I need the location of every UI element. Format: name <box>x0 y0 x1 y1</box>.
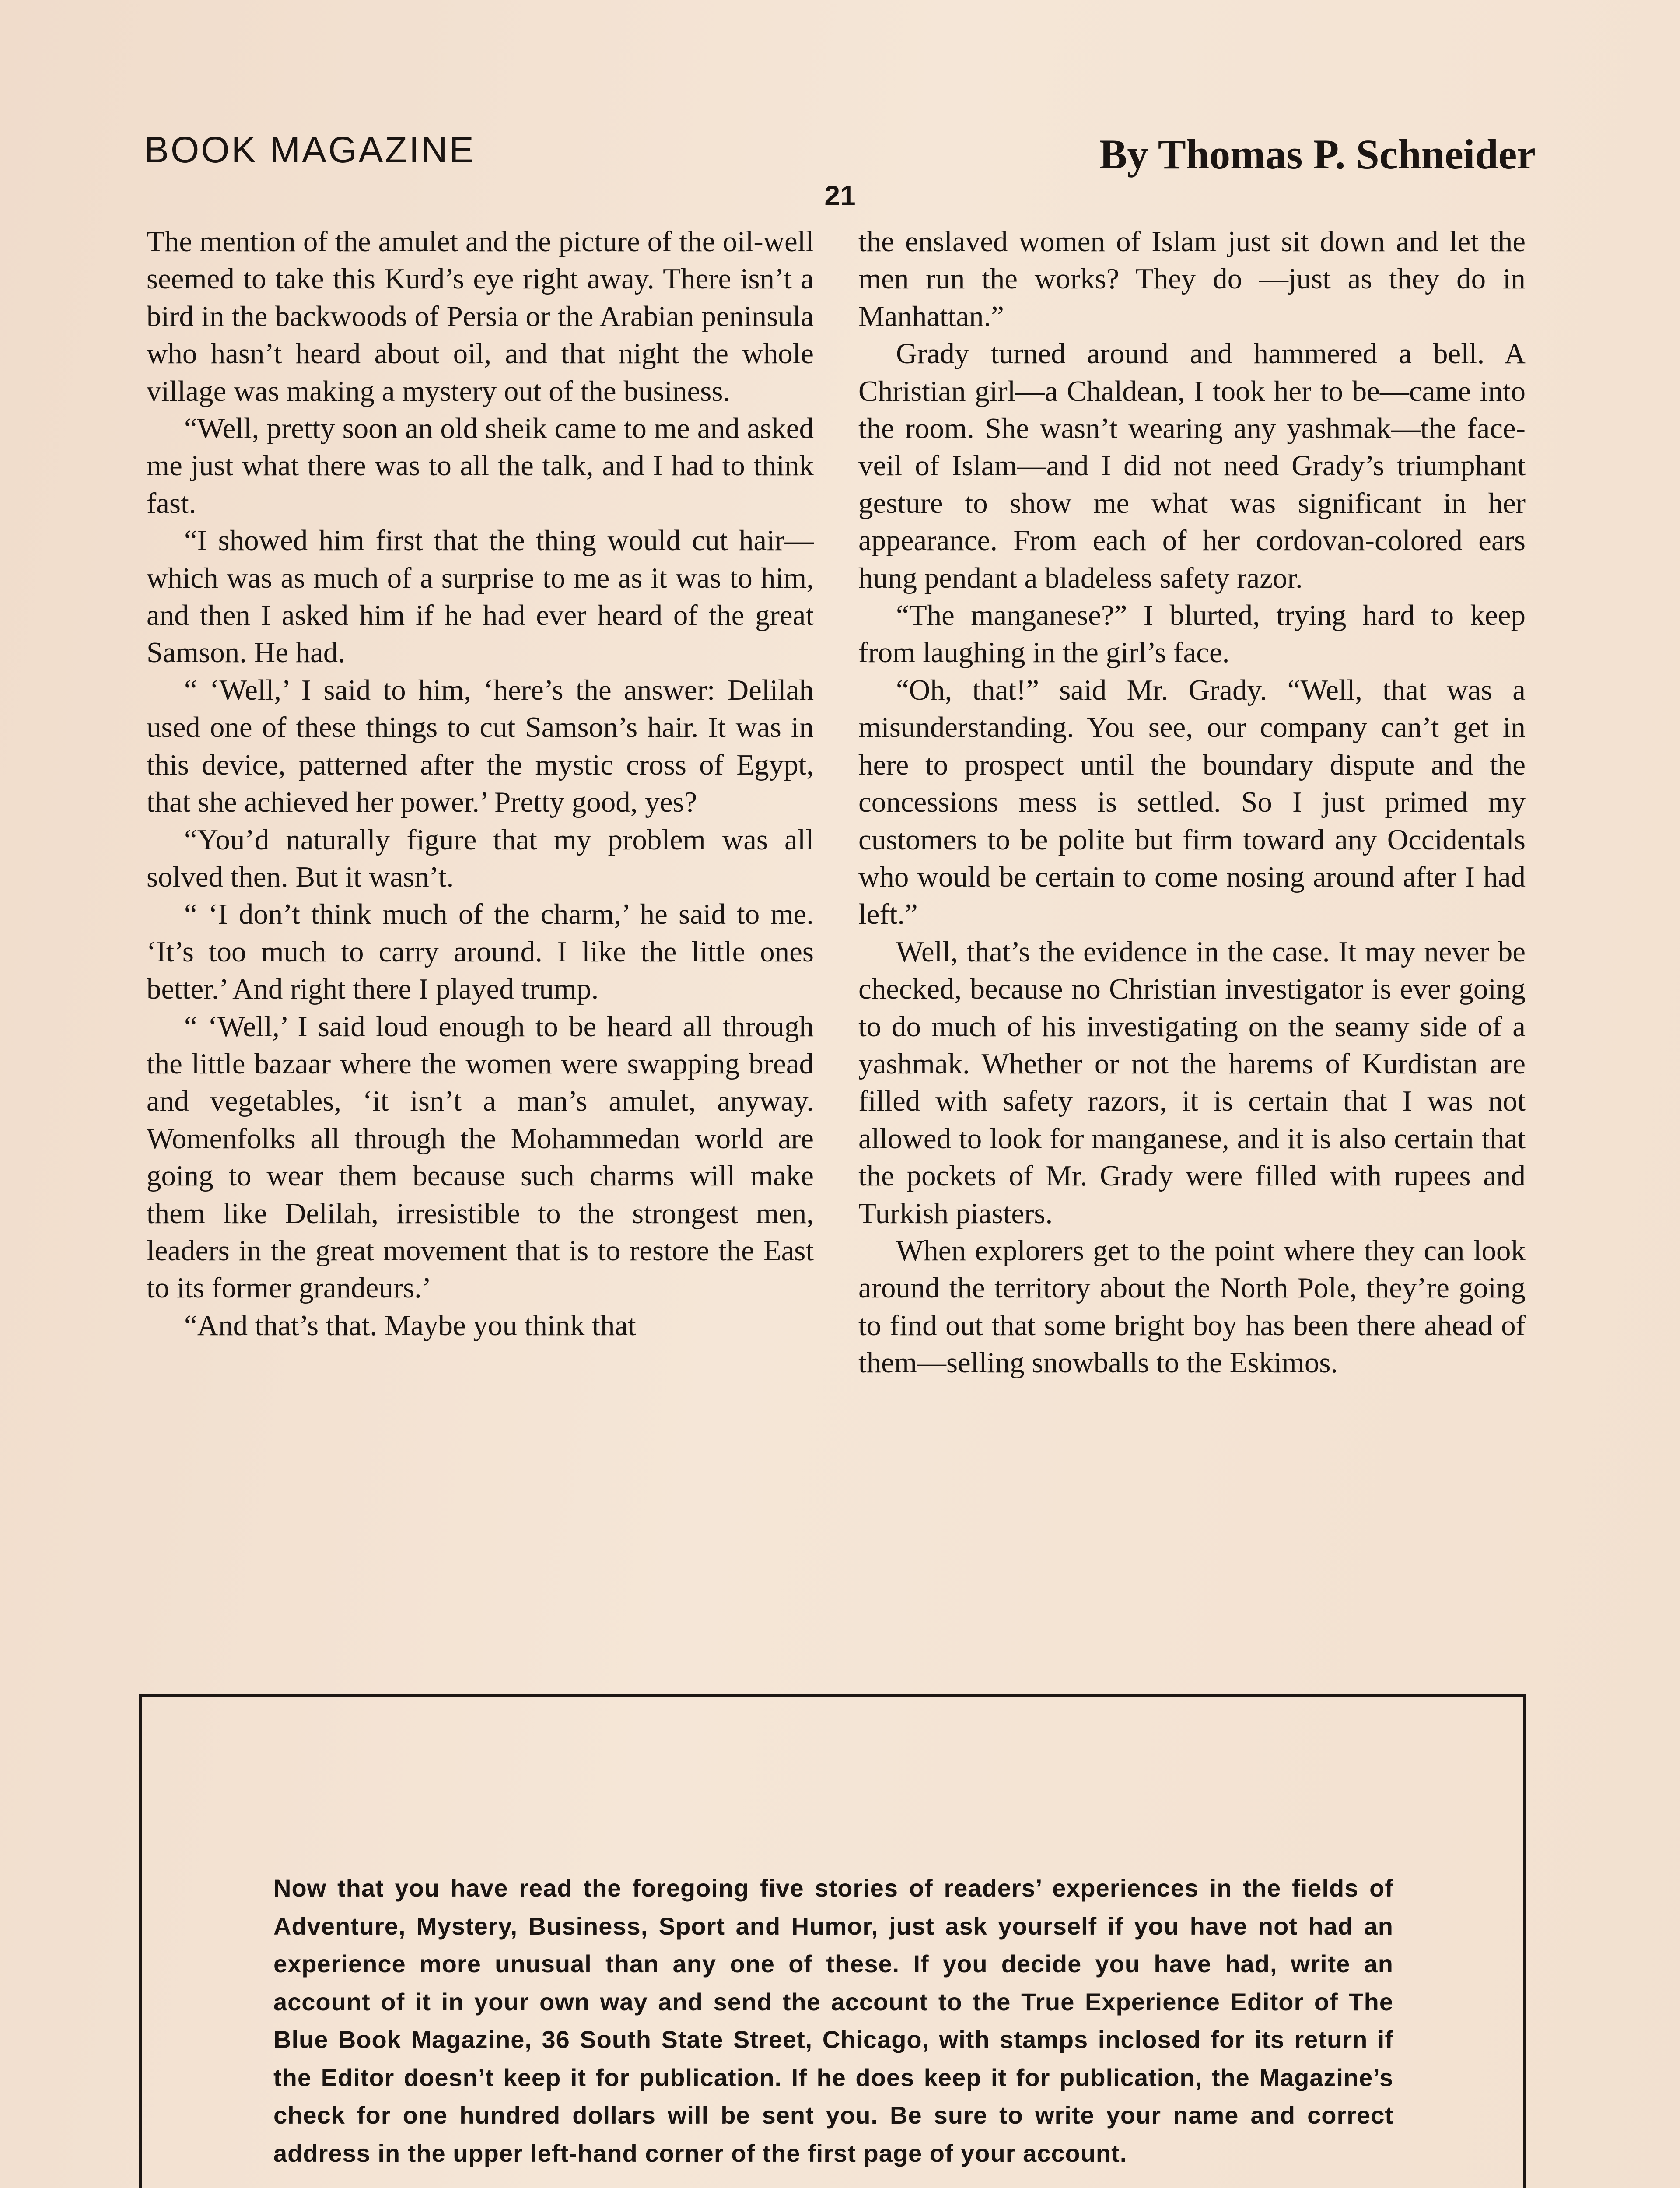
paragraph: “ ‘Well,’ I said loud enough to be heard all through the little bazaar where the women were swapping bread and vegetables, ‘it isn’t a man’s amulet, anyway. Womenfolks all through the Mohammedan world are going to wear them because such charms will make them like Delilah, irresistible to the strongest men, leaders in the great movement that is to restore the East to its former grandeurs.’ <box>147 1010 814 1304</box>
paragraph: Grady turned around and hammered a bell. A Christian girl—a Chaldean, I took her to be—came into the room. She wasn’t wearing any yashmak—the face-veil of Islam—and I did not need Grady’s triumphant gesture to show me what was significant in her appearance. From each of her cordovan-colored ears hung pendant a bladeless safety razor. <box>858 337 1526 594</box>
running-head-byline: By Thomas P. Schneider <box>1099 131 1536 178</box>
paragraph: The mention of the amulet and the picture of the oil-well seemed to take this Kurd’s eye right away. There isn’t a bird in the backwoods of Persia or the Arabian peninsula who hasn’t heard about oil, and that night the whole village was making a mystery out of the business. <box>147 225 814 407</box>
paragraph: When explorers get to the point where they can look around the territory about the North Pole, they’re going to find out that some bright boy has been there ahead of them—selling snowballs to the Eskimos. <box>858 1234 1526 1379</box>
editor-notice-box <box>139 1694 1526 2188</box>
running-head-magazine: BOOK MAGAZINE <box>144 129 476 170</box>
paragraph: “The manganese?” I blurted, trying hard to keep from laughing in the girl’s face. <box>858 599 1526 669</box>
story-column-left <box>147 223 814 1645</box>
paragraph: Well, that’s the evidence in the case. It may never be checked, because no Christian investigator is ever going to do much of his investigating on the seamy side of a yashmak. Whether or not the harems of Kurdistan are filled with safety razors, it is certain that I was not allowed to look for manganese, and it is also certain that the pockets of Mr. Grady were filled with rupees and Turkish piasters. <box>858 935 1526 1230</box>
paragraph: “ ‘Well,’ I said to him, ‘here’s the answer: Delilah used one of these things to cut Samson’s hair. It was in this device, patterned after the mystic cross of Egypt, that she achieved her power.’ Pretty good, yes? <box>147 673 814 819</box>
paragraph: “And that’s that. Maybe you think that <box>184 1309 636 1342</box>
paragraph: “Well, pretty soon an old sheik came to me and asked me just what there was to all the talk, and I had to think fast. <box>147 412 814 519</box>
story-column-right <box>858 223 1526 1645</box>
paragraph: “I showed him first that the thing would cut hair—which was as much of a surprise to me as it was to him, and then I asked him if he had ever heard of the great Samson. He had. <box>147 524 814 669</box>
paragraph: the enslaved women of Islam just sit down and let the men run the works? They do —just as they do in Manhattan.” <box>858 225 1526 333</box>
page-number: 21 <box>824 180 856 211</box>
paragraph: “Oh, that!” said Mr. Grady. “Well, that was a misunderstanding. You see, our company can’t get in here to prospect until the boundary dispute and the concessions mess is settled. So I just primed my customers to be polite but firm toward any Occidentals who would be certain to come nosing around after I had left.” <box>858 673 1526 931</box>
editor-notice-text: Now that you have read the foregoing five stories of readers’ experiences in the fields of Adventure, Mystery, Business, Sport and Humor, just ask yourself if you have not had an experience more unusual than any one of these. If you decide you have had, write an account of it in your own way and send the account to the True Experience Editor of The Blue Book Magazine, 36 South State Street, Chicago, with stamps inclosed for its return if the Editor doesn’t keep it for publication. If he does keep it for publication, the Magazine’s check for one hundred dollars will be sent you. Be sure to write your name and correct address in the upper left-hand corner of the first page of your account. <box>273 1874 1393 2167</box>
paragraph: “ ‘I don’t think much of the charm,’ he said to me. ‘It’s too much to carry around. I like the little ones better.’ And right there I played trump. <box>147 898 814 1006</box>
paragraph: “You’d naturally figure that my problem was all solved then. But it wasn’t. <box>147 823 814 893</box>
